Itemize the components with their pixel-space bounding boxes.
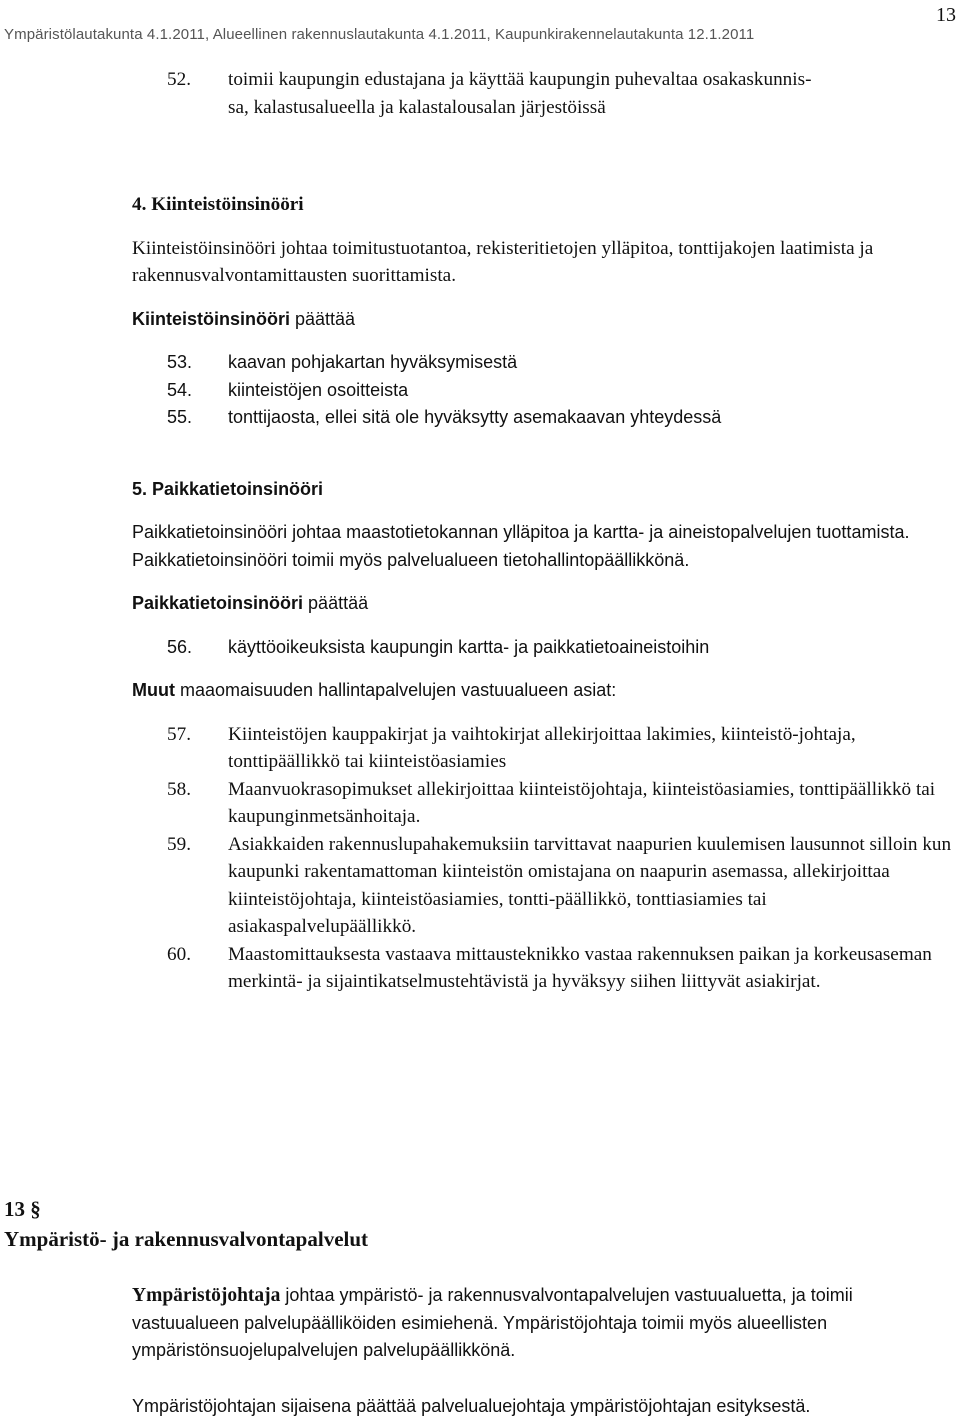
section-13-heading [4,1194,954,1254]
item-number: 54. [167,379,193,400]
item-text-line-1: toimii kaupungin edustajana ja käyttää kaupungin puhevaltaa osakaskunnis- [228,69,812,90]
section-4-list [132,349,954,432]
section-4-heading: 4. Kiinteistöinsinööri [132,194,304,215]
section-5-decides [132,590,954,618]
section-title: Ympäristö- ja rakennusvalvontapalvelut [4,1227,369,1251]
item-text: Maastomittauksesta vastaava mittausteknikko vastaa rakennuksen paikan ja korkeusaseman merkintä- ja sijaintikatselmustehtävistä ja hyväksyy siihen liittyvät asiakirjat. [228,943,932,992]
other-matters-bold: Muut [132,680,175,700]
section-13-body [132,1282,954,1420]
decides-verb: päättää [290,308,356,329]
other-matters-rest: maaomaisuuden hallintapalvelujen vastuualueen asiat: [174,680,617,700]
item-text: tonttijaosta, ellei sitä ole hyväksytty asemakaavan yhteydessä [228,407,722,427]
page-content [132,66,954,996]
decides-verb: päättää [303,593,369,613]
item-text: käyttöoikeuksista kaupungin kartta- ja paikkatietoaineistoihin [228,636,710,657]
section-5-heading: 5. Paikkatietoinsinööri [132,478,324,499]
section-4-description: Kiinteistöinsinööri johtaa toimitustuotantoa, rekisteritietojen ylläpitoa, tonttijakojen laatimista ja rakennusvalvontamittausten suorittamista. [132,237,874,286]
section-13-paragraph-2: Ympäristöjohtajan sijaisena päättää palvelualuejohtaja ympäristöjohtajan esityksestä. [132,1395,811,1416]
paragraph-text: johtaa ympäristö- ja rakennusvalvontapalvelujen vastuualuetta, ja toimii vastuualueen palvelupäälliköiden esimiehenä. Ympäristöjohtaja toimii myös alueellisten ympäristönsuojelupalvelujen palvelupäällikkönä. [132,1285,853,1360]
item-text-line-2: sa, kalastusalueella ja kalastalousalan järjestöissä [228,96,606,118]
list-item [132,776,954,831]
list-item [132,941,954,996]
item-number: 57. [167,723,191,745]
item-number: 59. [167,833,191,855]
section-13-paragraph-1 [132,1282,954,1365]
item-number: 56. [167,636,193,657]
other-matters-list [132,721,954,996]
paragraph-lead: Ympäristöjohtaja [132,1285,281,1306]
page-number: 13 [936,4,956,26]
list-item [132,377,954,405]
item-text: kaavan pohjakartan hyväksymisestä [228,352,518,372]
item-text: Kiinteistöjen kauppakirjat ja vaihtokirjat allekirjoittaa lakimies, kiinteistö-johtaja, tonttipäällikkö tai kiinteistöasiamies [228,723,856,772]
item-number: 58. [167,778,191,800]
meeting-header: Ympäristölautakunta 4.1.2011, Alueellinen rakennuslautakunta 4.1.2011, Kaupunkirakennelautakunta 12.1.2011 [4,26,755,43]
list-item [132,404,954,432]
section-5-list [132,634,954,662]
item-text: Maanvuokrasopimukset allekirjoittaa kiinteistöjohtaja, kiinteistöasiamies, tonttipäällikkö tai kaupunginmetsänhoitaja. [228,778,936,827]
section-4-decides [132,306,954,334]
item-number: 53. [167,352,193,372]
item-text: kiinteistöjen osoitteista [228,379,409,400]
item-number: 52. [167,69,191,90]
section-5-description: Paikkatietoinsinööri johtaa maastotietokannan ylläpitoa ja kartta- ja aineistopalvelujen tuottamista. Paikkatietoinsinööri toimii myös palvelualueen tietohallintopäällikkönä. [132,522,910,570]
item-number: 55. [167,407,193,427]
item-number: 60. [167,943,191,965]
list-item-52 [132,66,954,121]
list-item [132,831,954,941]
list-item [132,634,954,662]
decides-subject: Paikkatietoinsinööri [132,593,304,613]
list-item [132,721,954,776]
list-item [132,349,954,377]
other-matters-heading [132,677,954,705]
item-text: Asiakkaiden rakennuslupahakemuksiin tarvittavat naapurien kuulemisen lausunnot silloin kun kaupunki rakentamattoman kiinteistön omistajana on naapurin asemassa, allekirjoittaa kiinteistöjohtaja, kiinteistöasiamies, tontti-päällikkö, tonttiasiamies tai asiakaspalvelupäällikkö. [228,833,952,937]
decides-subject: Kiinteistöinsinööri [132,308,291,329]
section-number: 13 § [4,1197,41,1221]
